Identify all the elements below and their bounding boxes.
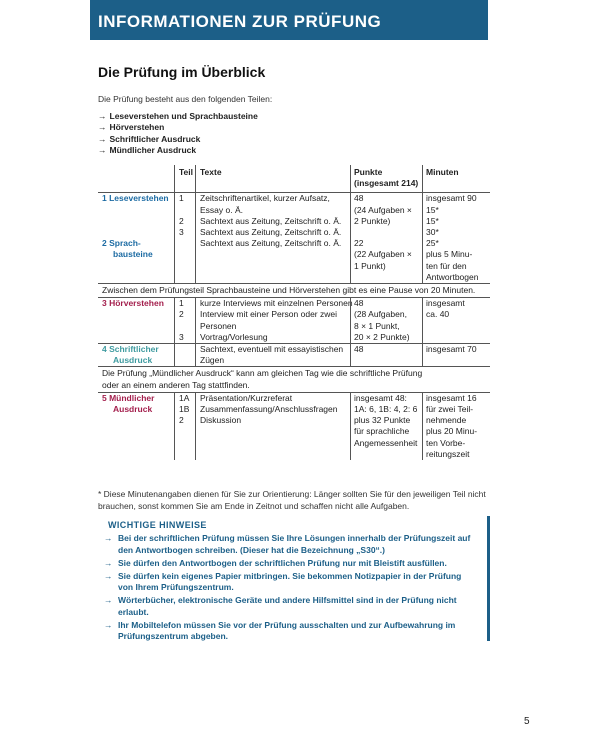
label-leseverstehen: 1 Leseverstehen	[102, 193, 169, 204]
header-cell-teil: Teil	[174, 165, 195, 192]
minuten-line: ten für den	[426, 260, 467, 271]
spacer	[179, 321, 195, 332]
minuten-line: ten Vorbe-	[426, 437, 466, 448]
cell-texte	[195, 298, 353, 343]
muendlich-note-line: Die Prüfung „Mündlicher Ausdruck“ kann am gleichen Tag wie die schriftliche Prüfung	[102, 368, 423, 379]
punkte-line: 1 Punkt)	[354, 260, 386, 271]
cell-minuten	[422, 193, 490, 238]
hint-text: Bei der schriftlichen Prüfung müssen Sie Ihre Lösungen innerhalb der Prüfungszeit auf den Antwortbogen schreiben. (Dieser hat die Bezeichnung „S30“.)	[118, 533, 471, 555]
punkte-line: (24 Aufgaben ×	[354, 204, 412, 215]
table-row-muendlicher-ausdruck	[98, 393, 490, 460]
texte-line: Personen	[200, 320, 237, 331]
table-row-schriftlicher-ausdruck	[98, 344, 490, 367]
punkte-line: 48	[354, 344, 364, 355]
arrow-icon: →	[104, 557, 113, 568]
intro-text: Die Prüfung besteht aus den folgenden Teilen:	[98, 94, 273, 104]
punkte-line: 1A: 6, 1B: 4, 2: 6	[354, 404, 418, 415]
texte-line: Sachtext aus Zeitung, Zeitschrift o. Ä.	[200, 238, 342, 249]
minuten-line: für zwei Teil-	[426, 404, 474, 415]
parts-list	[98, 111, 258, 156]
label-line: 5 Mündlicher	[102, 392, 155, 403]
cell-punkte	[350, 298, 422, 343]
table-row-sprachbausteine	[98, 238, 490, 284]
label-muendlicher-ausdruck	[98, 393, 174, 460]
punkte-line: insgesamt 48:	[354, 392, 407, 403]
texte-line: Essay o. Ä.	[200, 204, 243, 215]
cell-teil	[174, 393, 195, 460]
cell-teil	[174, 298, 195, 343]
texte-line: Zeitschriftenartikel, kurzer Aufsatz,	[200, 193, 330, 204]
minuten-line: insgesamt 70	[426, 344, 477, 355]
cell-minuten	[422, 298, 490, 343]
minuten-line: insgesamt 90	[426, 193, 477, 204]
table-row-leseverstehen	[98, 193, 490, 238]
punkte-line: (28 Aufgaben,	[354, 309, 407, 320]
overview-table	[98, 165, 490, 460]
spacer	[179, 205, 195, 216]
hint-text: Sie dürfen kein eigenes Papier mitbringen. Sie bekommen Notizpapier in der Prüfung von Ihrem Prüfungszentrum.	[118, 570, 462, 592]
punkte-line: für sprachliche	[354, 426, 410, 437]
label-schriftlicher-ausdruck	[98, 344, 174, 366]
minuten-line: insgesamt	[426, 298, 465, 309]
footnote: * Diese Minutenangaben dienen für Sie zur Orientierung: Länger sollten Sie für den jeweiligen Teil nicht brauchen, sonst kommen Sie am Ende in Zeitnot und schaffen nicht alle Aufgaben.	[98, 489, 486, 511]
minuten-line: plus 20 Minu-	[426, 426, 478, 437]
cell-texte	[195, 193, 350, 238]
teil-value: 1	[179, 193, 184, 204]
texte-line: Vortrag/Vorlesung	[200, 331, 268, 342]
texte-line: Präsentation/Kurzreferat	[200, 392, 293, 403]
teil-value: 1	[179, 298, 184, 309]
hint-item	[104, 595, 474, 618]
punkte-line: 22	[354, 238, 364, 249]
cell-punkte	[350, 393, 422, 460]
hints-list	[104, 533, 474, 644]
label-line: bausteine	[113, 249, 153, 260]
punkte-line: plus 32 Punkte	[354, 415, 411, 426]
punkte-line: 20 × 2 Punkte)	[354, 331, 410, 342]
texte-line: Diskussion	[200, 415, 242, 426]
cell-punkte	[350, 193, 422, 238]
header-cell-texte: Texte	[195, 165, 350, 192]
minuten-line: 25*	[426, 238, 439, 249]
parts-item: → Leseverstehen und Sprachbausteine	[98, 111, 258, 122]
parts-item: → Mündlicher Ausdruck	[98, 145, 258, 156]
teil-value: 3	[179, 331, 184, 342]
table-row-muendlich-note	[98, 367, 490, 392]
punkte-line: Angemessenheit	[354, 437, 418, 448]
texte-line: kurze Interviews mit einzelnen Personen	[200, 298, 353, 309]
header-punkte-line: (insgesamt 214)	[354, 178, 419, 189]
cell-minuten	[422, 344, 490, 366]
label-line: 4 Schriftlicher	[102, 344, 159, 355]
cell-texte	[195, 393, 350, 460]
cell-teil	[174, 344, 195, 366]
minuten-line: reitungszeit	[426, 448, 470, 459]
minuten-line: 30*	[426, 227, 439, 238]
hint-text: Ihr Mobiltelefon müssen Sie vor der Prüfung ausschalten und zur Aufbewahrung im Prüfungszentrum abgeben.	[118, 619, 456, 641]
cell-minuten	[422, 393, 490, 460]
hints-box	[98, 516, 490, 641]
texte-line: Zügen	[200, 355, 225, 366]
teil-value: 1B	[179, 404, 190, 415]
parts-item: → Schriftlicher Ausdruck	[98, 134, 258, 145]
teil-value: 2	[179, 415, 184, 426]
teil-value: 3	[179, 227, 184, 237]
punkte-line: 48	[354, 193, 364, 204]
header-banner: INFORMATIONEN ZUR PRÜFUNG	[90, 0, 488, 40]
minuten-line: Antwortbogen	[426, 271, 479, 282]
punkte-line: 8 × 1 Punkt,	[354, 320, 400, 331]
teil-value: 1A	[179, 392, 190, 403]
label-line: 2 Sprach-	[102, 238, 141, 249]
cell-punkte	[350, 344, 422, 366]
texte-line: Sachtext, eventuell mit essayistischen	[200, 344, 344, 355]
cell-teil	[174, 238, 195, 283]
header-punkte-line: Punkte	[354, 167, 383, 177]
texte-line: Zusammenfassung/Anschlussfragen	[200, 404, 338, 415]
page-number: 5	[524, 716, 530, 727]
hint-item	[104, 558, 474, 570]
header-cell-punkte	[350, 165, 422, 192]
punkte-line: 48	[354, 298, 364, 309]
label-line: Ausdruck	[113, 355, 153, 366]
hint-text: Sie dürfen den Antwortbogen der schriftlichen Prüfung nur mit Bleistift ausfüllen.	[118, 557, 447, 568]
table-header-row	[98, 165, 490, 193]
minuten-line: 15*	[426, 215, 439, 226]
minuten-line: insgesamt 16	[426, 392, 477, 403]
table-row-hoerverstehen	[98, 298, 490, 344]
header-cell-minuten: Minuten	[422, 165, 490, 192]
minuten-line: ca. 40	[426, 309, 450, 320]
texte-line: Sachtext aus Zeitung, Zeitschrift o. Ä.	[200, 227, 342, 238]
cell-texte	[195, 344, 350, 366]
cell-punkte	[350, 238, 422, 283]
teil-value: 2	[179, 215, 184, 226]
section-title: Die Prüfung im Überblick	[98, 64, 266, 80]
cell-teil	[174, 193, 195, 238]
muendlich-note	[98, 367, 490, 391]
arrow-icon: →	[104, 570, 113, 581]
hint-item	[104, 571, 474, 594]
pause-note-text: Zwischen dem Prüfungsteil Sprachbausteine und Hörverstehen gibt es eine Pause von 20 Minuten.	[102, 285, 476, 296]
texte-line: Sachtext aus Zeitung, Zeitschrift o. Ä.	[200, 215, 342, 226]
minuten-line: plus 5 Minu-	[426, 249, 473, 260]
label-hoerverstehen: 3 Hörverstehen	[102, 298, 164, 309]
minuten-line: nehmende	[426, 415, 467, 426]
label-line: Ausdruck	[113, 404, 153, 415]
muendlich-note-line: oder an einem anderen Tag stattfinden.	[102, 379, 250, 390]
arrow-icon: →	[104, 595, 113, 605]
hints-title: WICHTIGE HINWEISE	[108, 520, 207, 530]
arrow-icon: →	[104, 533, 113, 543]
cell-texte	[195, 238, 350, 283]
table-row-pause-note	[98, 284, 490, 298]
arrow-icon: →	[104, 619, 113, 630]
minuten-line: 15*	[426, 204, 439, 215]
hint-text: Wörterbücher, elektronische Geräte und andere Hilfsmittel sind in der Prüfung nicht erlaubt.	[118, 595, 457, 617]
punkte-line: (22 Aufgaben ×	[354, 249, 412, 260]
cell-minuten	[422, 238, 490, 283]
punkte-line: 2 Punkte)	[354, 215, 391, 226]
label-sprachbausteine	[98, 238, 174, 283]
pause-note	[98, 284, 490, 297]
hint-item	[104, 533, 474, 556]
header-cell-part	[98, 165, 174, 192]
teil-value: 2	[179, 309, 184, 320]
hint-item	[104, 620, 474, 643]
texte-line: Interview mit einer Person oder zwei	[200, 309, 338, 320]
parts-item: → Hörverstehen	[98, 122, 258, 133]
